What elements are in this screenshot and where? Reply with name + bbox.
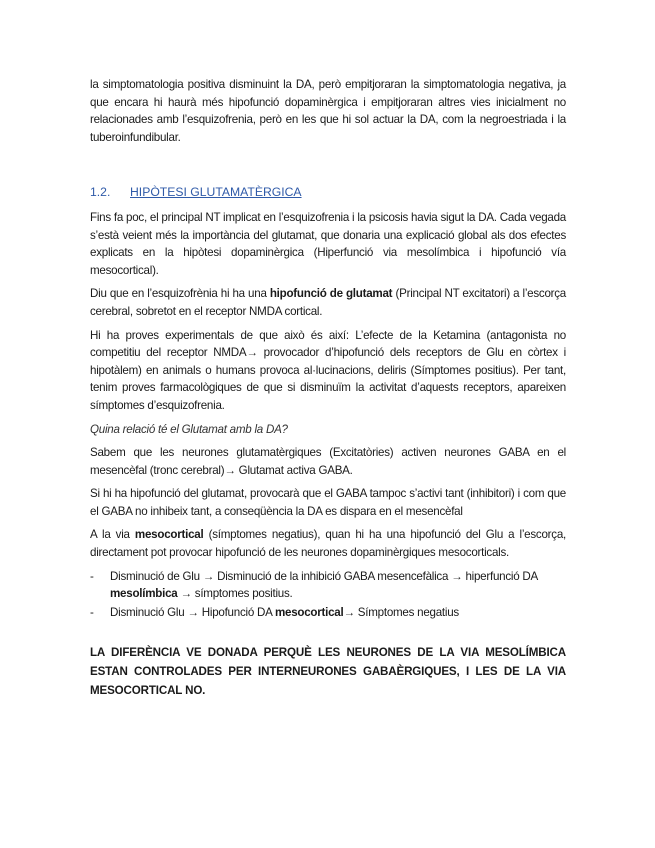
list-item <box>90 568 566 603</box>
list-item-text-after: → símptomes positius. <box>177 587 293 601</box>
section-title: HIPÒTESI GLUTAMATÈRGICA <box>130 185 302 200</box>
p6-text-before: A la via <box>90 528 135 542</box>
intro-paragraph: la simptomatologia positiva disminuint la DA, però empitjoraran la simptomatologia negativa, ja que encara hi haurà més hipofunció dopaminèrgica i empitjoraran altres vies inicialment no relacionades amb l’esquizofrenia, però en les que hi sol actuar la DA, com la negroestriada i la tuberoinfundibular. <box>90 78 566 144</box>
list-item-bold: mesolímbica <box>110 587 178 601</box>
section-heading <box>90 184 566 202</box>
p2-text-after: (Principal NT excitatori) a l’escorça cerebral, sobretot en el receptor NMDA cortical. <box>90 287 566 318</box>
paragraph-gaba-activation: Sabem que les neurones glutamatèrgiques (Excitatòries) activen neurones GABA en el mesencèfal (tronc cerebral)→ Glutamat activa GABA. <box>90 446 566 477</box>
pathway-list <box>90 568 566 622</box>
paragraph-hypofunction <box>90 285 566 320</box>
paragraph-gaba-inhibition: Si hi ha hipofunció del glutamat, provocarà que el GABA tampoc s’activi tant (inhibitori) i com que el GABA no inhibeix tant, a conseqüència la DA es dispara en el mesencèfal <box>90 487 566 518</box>
paragraph-ketamine-evidence: Hi ha proves experimentals de que això és així: L’efecte de la Ketamina (antagonista no competitiu del receptor NMDA→ provocador d’hipofunció dels receptors de Glu en còrtex i hipotàlem) en animals o humans provoca al·lucinacions, deliris (Símptomes positius). Per tant, tenim proves farmacològiques de que si disminuïm la activitat d’aquests receptors, apareixen símptomes d’esquizofrenia. <box>90 328 566 412</box>
p6-text-after: (símptomes negatius), quan hi ha una hipofunció del Glu a l’escorça, directament pot provocar hipofunció de les neurones dopaminèrgiques mesocorticals. <box>90 528 566 560</box>
list-item-text: Disminució de Glu → Disminució de la inhibició GABA mesencefàlica → hiperfunció DA <box>110 569 538 583</box>
p2-bold-term: hipofunció de glutamat <box>269 287 393 301</box>
list-dash: - <box>90 569 94 583</box>
document-body <box>90 76 566 706</box>
list-item-text-after: → Símptomes negatius <box>343 605 459 619</box>
list-dash: - <box>90 605 94 619</box>
list-item-text: Disminució Glu → Hipofunció DA <box>110 605 275 619</box>
list-item <box>90 604 566 622</box>
conclusion-paragraph: LA DIFERÈNCIA VE DONADA PERQUÈ LES NEURONES DE LA VIA MESOLÍMBICA ESTAN CONTROLADES PER INTERNEURONES GABAÈRGIQUES, I LES DE LA VIA MESOCORTICAL NO. <box>90 646 566 698</box>
paragraph-glutamate-intro: Fins fa poc, el principal NT implicat en l’esquizofrenia i la psicosis havia sigut la DA. Cada vegada s’està veient més la importància del glutamat, que donaria una explicació global als dos efectes explicats en la hipòtesi dopaminèrgica (Hiperfunció via mesolímbica i hipofunció vía mesocortical). <box>90 210 566 277</box>
question-heading: Quina relació té el Glutamat amb la DA? <box>90 422 288 436</box>
p2-text-before: Diu que en l’esquizofrènia hi ha una <box>90 287 270 301</box>
list-item-bold: mesocortical <box>274 605 344 619</box>
section-number: 1.2. <box>90 185 111 200</box>
p6-bold-term: mesocortical <box>134 528 204 542</box>
paragraph-mesocortical <box>90 526 566 561</box>
